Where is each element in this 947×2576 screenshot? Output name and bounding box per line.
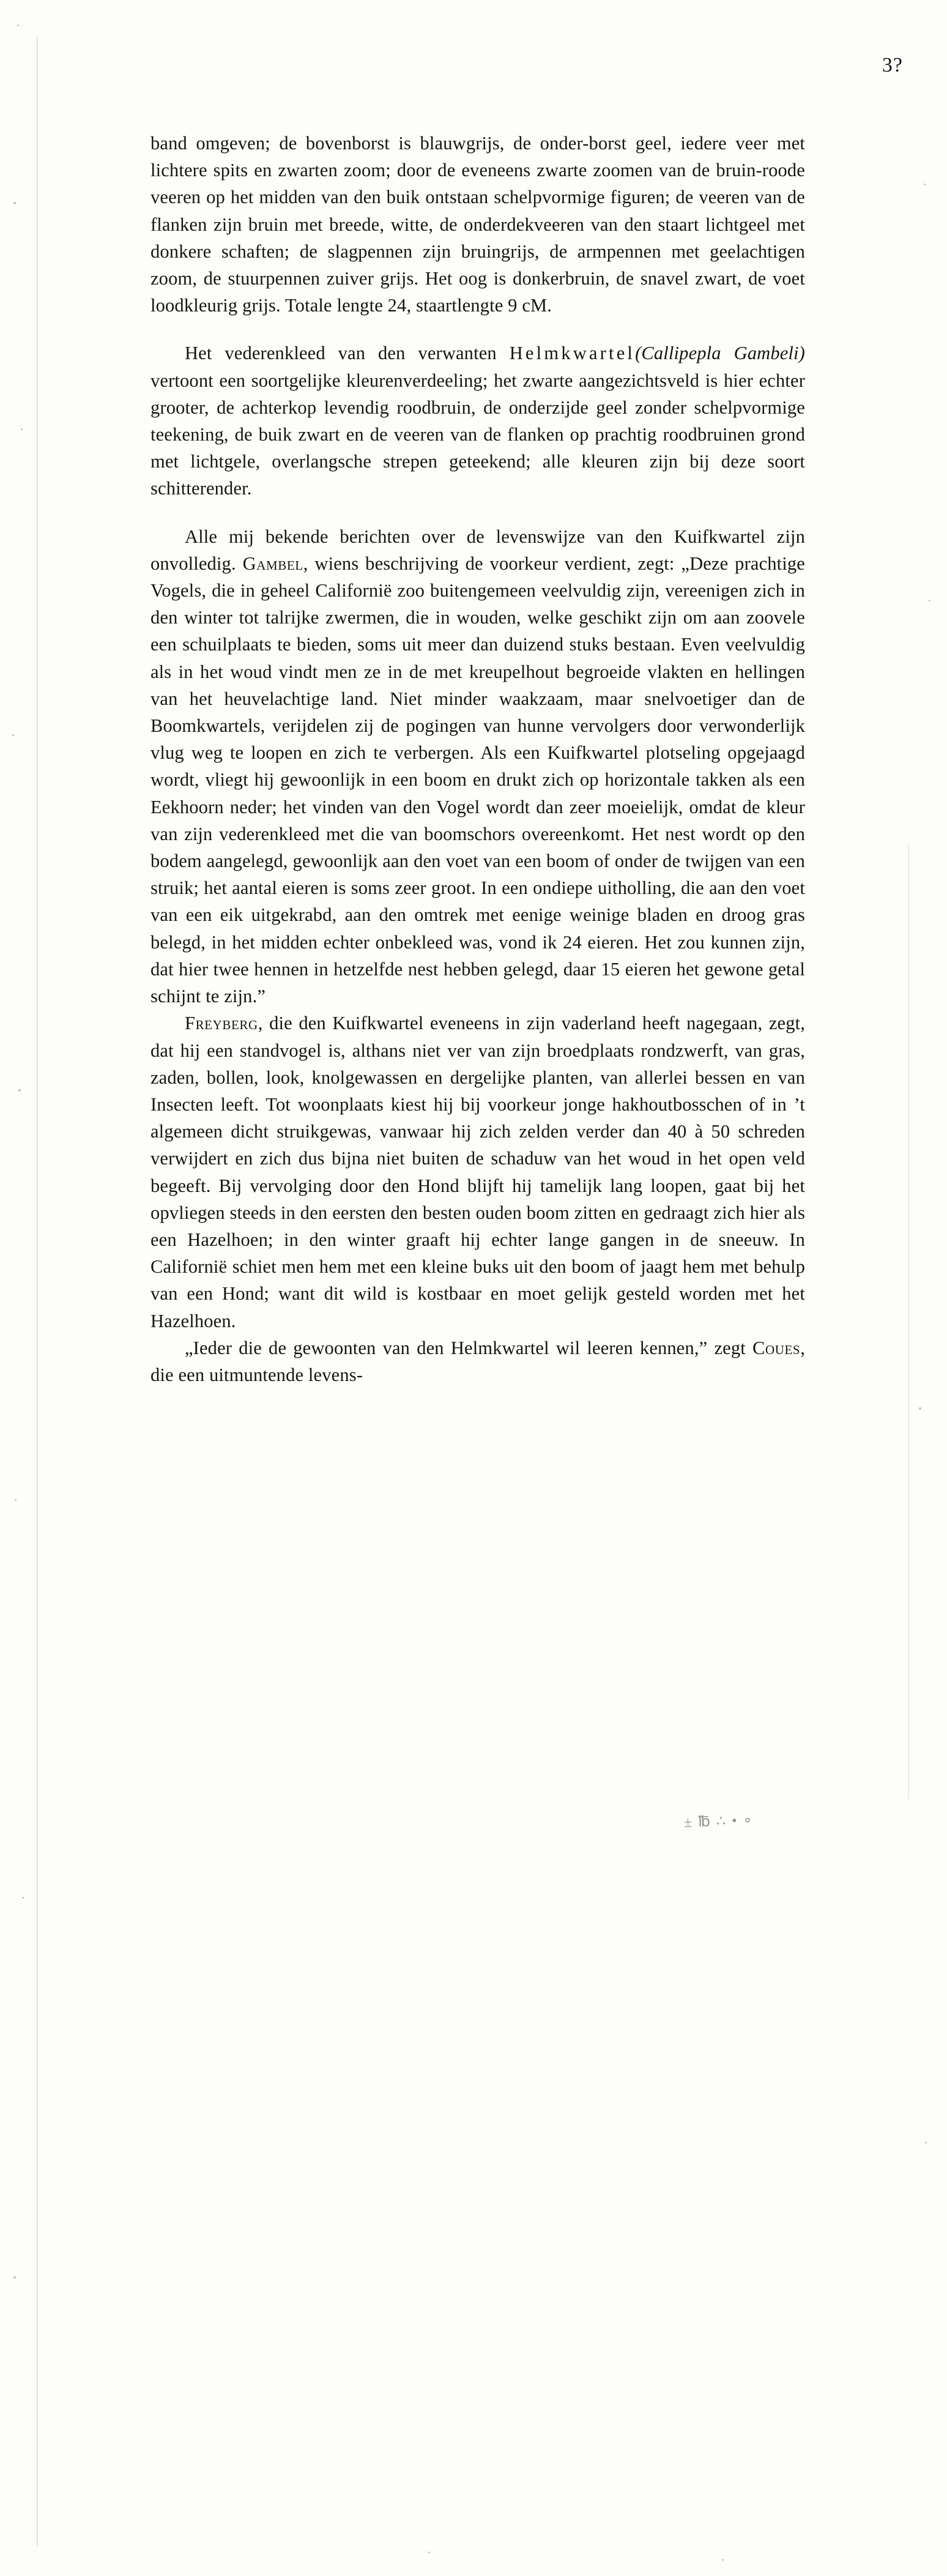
margin-annotation: ± ℔ ∴ • ∘ bbox=[683, 1812, 754, 1831]
paragraph-2-tail: vertoont een soortgelijke kleurenverdeeling; het zwarte aangezichtsveld is hier echter grooter, de achterkop levendig roodbruin, de onderzijde geel zonder schelpvormige teekening, de buik zwart en de veeren van de flanken op prachtig roodbruinen grond met lichtgele, overlangsche strepen geteekend; alle kleuren zijn bij deze soort schitterender. bbox=[150, 370, 805, 499]
author-name-coues: Coues bbox=[752, 1337, 801, 1358]
body-text-column bbox=[150, 130, 805, 1388]
scan-speck bbox=[15, 1499, 17, 1501]
paragraph-5-body: , die een uitmuntende levens- bbox=[150, 1337, 805, 1385]
scan-speck bbox=[12, 734, 14, 736]
scan-speck bbox=[17, 24, 19, 26]
scan-speck bbox=[925, 2142, 927, 2143]
scan-speck bbox=[919, 1407, 921, 1410]
species-latin-name: (Callipepla Gambeli) bbox=[635, 343, 805, 364]
scan-speck bbox=[13, 202, 16, 204]
paragraph-3 bbox=[150, 523, 805, 1010]
paragraph-2-lead: Het vederenkleed van den verwanten bbox=[185, 343, 510, 364]
paragraph-3-body: , wiens beschrijving de voorkeur verdient, zegt: „Deze prachtige Vogels, die in geheel Californië zoo buitengemeen veelvuldig zijn, vereenigen zich in den winter tot talrijke zwermen, die in wouden, welke geschikt zijn om aan zoovele een schuilplaats te bieden, soms uit meer dan duizend stuks bestaan. Even veelvuldig als in het woud vindt men ze in de met kreupelhout begroeide vlakten en hellingen van het heuvelachtige land. Niet minder waakzaam, maar snelvoetiger dan de Boomkwartels, verijdelen zij de pogingen van hunne vervolgers door verwonderlijk vlug weg te loopen en zich te verbergen. Als een Kuifkwartel plotseling opgejaagd wordt, vliegt hij gewoonlijk in een boom en drukt zich op horizontale takken als een Eekhoorn neder; het vinden van den Vogel wordt dan zeer moeielijk, omdat de kleur van zijn vederenkleed met die van boomschors overeenkomt. Het nest wordt op den bodem aangelegd, gewoonlijk aan den voet van een boom of onder de twijgen van een struik; het aantal eieren is soms zeer groot. In een ondiepe uitholling, die aan den voet van een eik uitgekrabd, aan den omtrek met eenige weinige bladen en droog gras belegd, in het midden echter onbekleed was, vond ik 24 eieren. Het zou kunnen zijn, dat hier twee hennen in hetzelfde nest hebben gelegd, daar 15 eieren het gewone getal schijnt te zijn.” bbox=[150, 553, 805, 1007]
species-name-helmkwartel: Helmkwartel bbox=[509, 343, 636, 364]
paragraph-4-body: , die den Kuifkwartel eveneens in zijn vaderland heeft nagegaan, zegt, dat hij een standvogel is, althans niet ver van zijn broedplaats rondzwerft, van gras, zaden, bollen, look, knolgewassen en dergelijke planten, van allerlei bessen en van Insecten leeft. Tot woonplaats kiest hij bij voorkeur jonge hakhoutbosschen of in ’t algemeen dicht struikgewas, vanwaar hij zich zelden verder dan 40 à 50 schreden verwijdert en zich dus bijna niet buiten de schaduw van het woud in het open veld begeeft. Bij vervolging door den Hond blijft hij tamelijk lang loopen, gaat bij het opvliegen steeds in den eersten den besten ouden boom zitten en gedraagt zich hier als een Hazelhoen; in den winter graaft hij echter lange gangen in de sneeuw. In Californië schiet men hem met een kleine buks uit den boom of jaagt hem met behulp van een Hond; want dit wild is kostbaar en moet gelijk gesteld worden met het Hazelhoen. bbox=[150, 1013, 805, 1331]
page-edge-line bbox=[908, 844, 909, 1799]
scan-speck bbox=[18, 1089, 21, 1092]
scan-speck bbox=[428, 2552, 430, 2553]
paragraph-5-lead: „Ieder die de gewoonten van den Helmkwartel wil leeren kennen,” zegt bbox=[185, 1337, 753, 1358]
paragraph-3-lead: Alle mij bekende berichten over de levenswijze van den Kuifkwartel zijn onvolledig. bbox=[150, 526, 805, 574]
paragraph-2 bbox=[150, 340, 805, 502]
author-name-gambel: Gambel bbox=[242, 553, 303, 574]
binding-edge-line bbox=[37, 37, 38, 2545]
paragraph-1: band omgeven; de bovenborst is blauwgrijs, de onder-borst geel, iedere veer met lichtere spits en zwarten zoom; door de eveneens zwarte zoomen van de bruin-roode veeren op het midden van den buik ontstaan schelpvormige figuren; de veeren van de flanken zijn bruin met breede, witte, de onderdekveeren van den staart lichtgeel met donkere schaften; de slagpennen zijn bruingrijs, de armpennen met geelachtigen zoom, de stuurpennen zuiver grijs. Het oog is donkerbruin, de snavel zwart, de voet loodkleurig grijs. Totale lengte 24, staartlengte 9 cM. bbox=[150, 133, 805, 316]
paragraph-5 bbox=[150, 1335, 805, 1388]
scan-speck bbox=[722, 2559, 724, 2561]
scan-speck bbox=[924, 184, 926, 185]
author-name-freyberg: Freyberg bbox=[185, 1013, 258, 1034]
paragraph-4 bbox=[150, 1010, 805, 1334]
scan-speck bbox=[13, 2276, 16, 2279]
page-number: 3? bbox=[882, 54, 903, 76]
scan-speck bbox=[22, 1897, 24, 1899]
scan-speck bbox=[21, 428, 23, 430]
scan-speck bbox=[929, 600, 930, 601]
